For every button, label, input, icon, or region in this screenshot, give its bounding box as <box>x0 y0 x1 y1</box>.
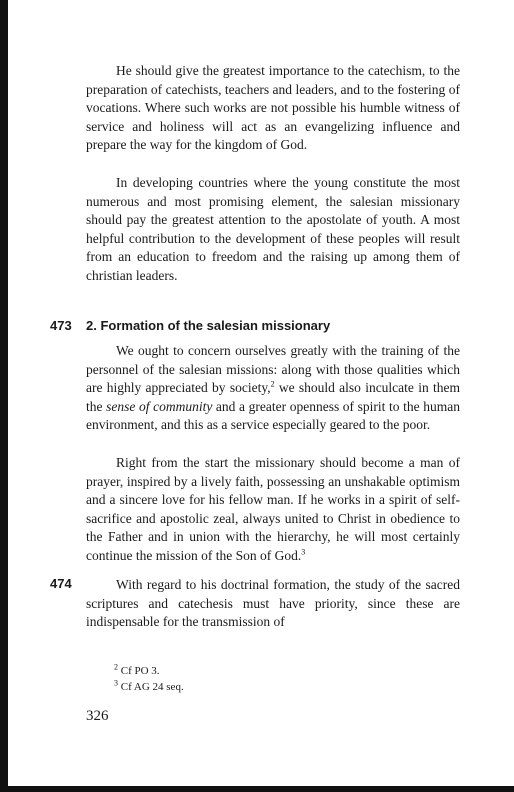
footnote-text: Cf PO 3. <box>120 665 160 677</box>
text-run: We ought to concern ourselves greatly with the training of the personnel of the salesian missions: along with those qualities which are highly appreciated by society, <box>86 343 460 396</box>
paragraph-man-of-prayer <box>86 454 460 566</box>
scan-left-edge <box>0 0 8 792</box>
page-number: 326 <box>86 708 109 724</box>
emphasis-text: sense of community <box>106 398 213 414</box>
scan-bottom-edge <box>0 786 514 792</box>
footnote-ref-3: 3 <box>301 547 306 557</box>
marginal-number-473: 473 <box>50 318 72 333</box>
section-title: 2. Formation of the salesian missionary <box>86 318 331 333</box>
footnote-mark: 2 <box>114 662 118 672</box>
paragraph-catechism: He should give the greatest importance to the catechism, to the preparation of catechists, teachers and leaders, and to the fostering of vocations. Where such works are not possible his humble witness of service and holiness will act as an evangelizing influence and prepare the way for the kingdom of God. <box>86 63 460 153</box>
footnote-ref-2: 2 <box>270 379 275 389</box>
footnote-2 <box>114 664 160 678</box>
text-run: we should also inculcate in them the <box>86 380 460 414</box>
text-run: and a greater openness of spirit to the human environment, and this as a service especially geared to the poor. <box>86 398 460 433</box>
section-heading <box>50 318 330 333</box>
footnote-text: Cf AG 24 seq. <box>120 681 184 693</box>
marginal-number-474: 474 <box>50 576 72 591</box>
text-run: Right from the start the missionary should become a man of prayer, inspired by a lively faith, possessing an unshakable optimism and a sincere love for his fellow man. If he works in a spirit of self-sacrifice and apostolic zeal, always united to Christ in obedience to the Father and in union with the hierarchy, he will most certainly continue the mission of the Son of God. <box>86 455 460 563</box>
paragraph-doctrinal-formation: With regard to his doctrinal formation, the study of the sacred scriptures and catechesis must have priority, since these are indispensable for the transmission of <box>86 577 460 630</box>
footnote-mark: 3 <box>114 678 118 688</box>
paragraph-developing-countries: In developing countries where the young constitute the most numerous and most promising element, the salesian missionary should pay the greatest attention to the apostolate of youth. A most helpful contribution to the development of these peoples will result from an education to freedom and the raising up among them of christian leaders. <box>86 175 460 283</box>
footnote-3 <box>114 680 184 694</box>
paragraph-training-personnel <box>86 342 460 435</box>
